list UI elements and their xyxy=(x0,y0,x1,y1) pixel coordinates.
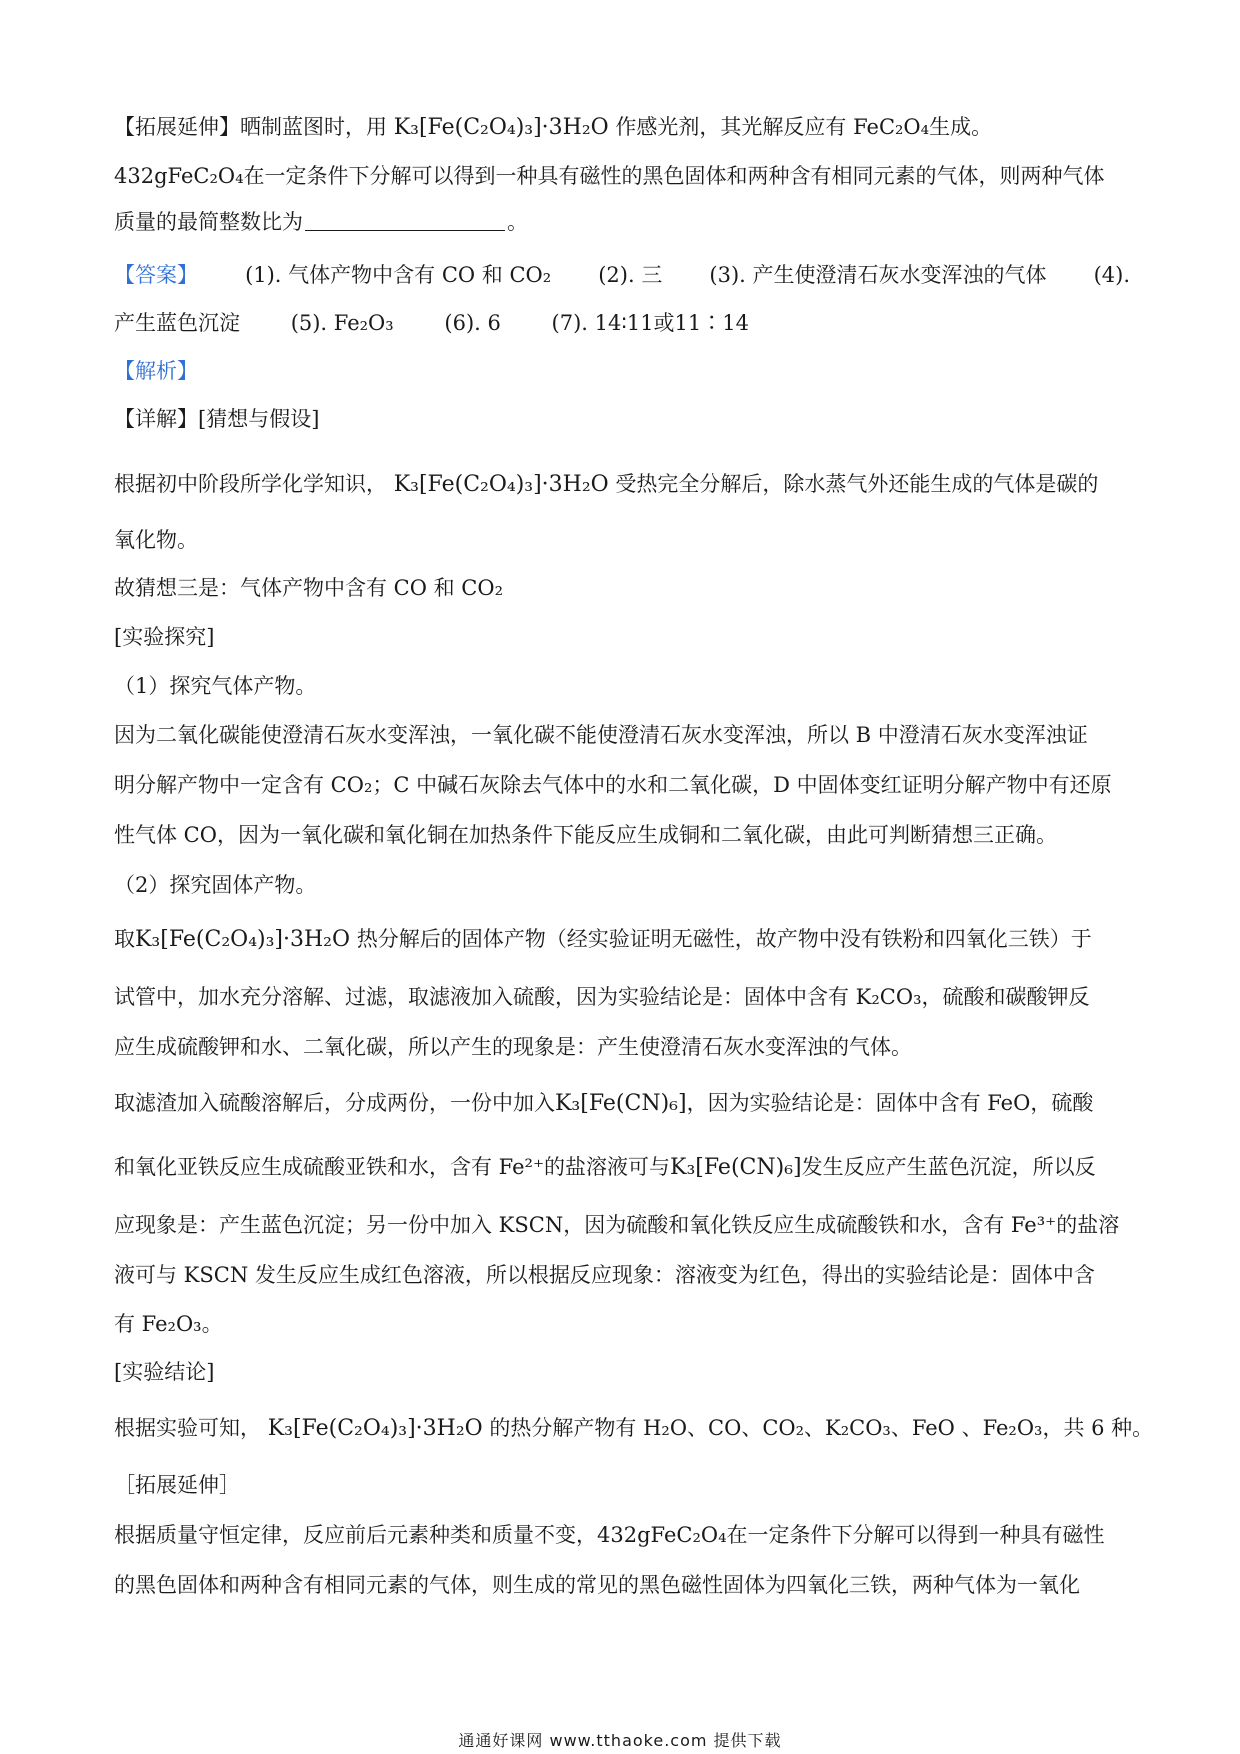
paragraph: 明分解产物中一定含有 CO₂；C 中碱石灰除去气体中的水和二氧化碳，D 中固体变红证明分解产物中有还原 xyxy=(114,773,1112,797)
paragraph: 液可与 KSCN 发生反应生成红色溶液，所以根据反应现象：溶液变为红色，得出的实验结论是：固体中含 xyxy=(114,1263,1095,1287)
footer-watermark: 通通好课网 www.tthaoke.com 提供下载 xyxy=(458,1731,782,1750)
answer-item: (6). 6 xyxy=(444,311,501,335)
paragraph: 氧化物。 xyxy=(114,528,198,552)
paragraph: 根据质量守恒定律，反应前后元素种类和质量不变，432gFeC₂O₄在一定条件下分解可以得到一种具有磁性 xyxy=(114,1523,1105,1547)
paragraph: 试管中，加水充分溶解、过滤，取滤液加入硫酸，因为实验结论是：固体中含有 K₂CO₃，硫酸和碳酸钾反 xyxy=(114,985,1090,1009)
formula: K₃[Fe(C₂O₄)₃]·3H₂O xyxy=(135,927,351,952)
section-heading: [实验探究] xyxy=(114,625,215,649)
answer-item: (3). 产生使澄清石灰水变浑浊的气体 xyxy=(709,263,1047,287)
paragraph: 故猜想三是：气体产物中含有 CO 和 CO₂ xyxy=(114,576,504,600)
section-heading: [猜想与假设] xyxy=(198,407,320,431)
answer-tag: 【答案】 xyxy=(114,263,198,287)
formula: FeC₂O₄ xyxy=(853,115,930,139)
answer-item: 产生蓝色沉淀 xyxy=(114,311,240,335)
paragraph: 质量的最简整数比为 。 xyxy=(114,210,528,234)
paragraph: 【拓展延伸】晒制蓝图时，用 K₃[Fe(C₂O₄)₃]·3H₂O 作感光剂，其光解反应有 FeC₂O₄生成。 xyxy=(114,115,993,140)
paragraph: 取滤渣加入硫酸溶解后，分成两份，一份中加入K₃[Fe(CN)₆]，因为实验结论是：固体中含有 FeO，硫酸 xyxy=(114,1091,1094,1116)
answer-item: (5). Fe₂O₃ xyxy=(290,311,394,335)
paragraph: 有 Fe₂O₃。 xyxy=(114,1312,223,1336)
paragraph: 性气体 CO，因为一氧化碳和氧化铜在加热条件下能反应生成铜和二氧化碳，由此可判断猜想三正确。 xyxy=(114,823,1057,847)
paragraph: 应生成硫酸钾和水、二氧化碳，所以产生的现象是：产生使澄清石灰水变浑浊的气体。 xyxy=(114,1035,912,1059)
paragraph: 应现象是：产生蓝色沉淀；另一份中加入 KSCN，因为硫酸和氧化铁反应生成硫酸铁和水，含有 Fe³⁺的盐溶 xyxy=(114,1213,1120,1237)
answer-item: (4). xyxy=(1093,263,1130,287)
paragraph xyxy=(114,404,1130,434)
answer-item: (2). 三 xyxy=(598,263,663,287)
paragraph: 取K₃[Fe(C₂O₄)₃]·3H₂O 热分解后的固体产物（经实验证明无磁性，故产物中没有铁粉和四氧化三铁）于 xyxy=(114,927,1092,952)
paragraph: 根据实验可知， K₃[Fe(C₂O₄)₃]·3H₂O 的热分解产物有 H₂O、CO、CO₂、K₂CO₃、FeO 、Fe₂O₃，共 6 种。 xyxy=(114,1416,1154,1441)
paragraph: 和氧化亚铁反应生成硫酸亚铁和水，含有 Fe²⁺的盐溶液可与K₃[Fe(CN)₆]发生反应产生蓝色沉淀，所以反 xyxy=(114,1155,1096,1180)
formula: K₃[Fe(CN)₆] xyxy=(555,1091,687,1116)
paragraph: （1）探究气体产物。 xyxy=(114,674,317,698)
answer-item: (1). 气体产物中含有 CO 和 CO₂ xyxy=(245,263,552,287)
detail-tag: 【详解】 xyxy=(114,407,198,431)
answer-blank xyxy=(305,208,505,231)
answer-item: (7). 14∶11或11∶14 xyxy=(551,311,749,335)
analysis-tag: 【解析】 xyxy=(114,359,198,383)
paragraph: 432gFeC₂O₄在一定条件下分解可以得到一种具有磁性的黑色固体和两种含有相同元素的气体，则两种气体 xyxy=(114,164,1105,188)
paragraph: 根据初中阶段所学化学知识， K₃[Fe(C₂O₄)₃]·3H₂O 受热完全分解后，除水蒸气外还能生成的气体是碳的 xyxy=(114,472,1099,497)
formula: K₃[Fe(C₂O₄)₃]·3H₂O xyxy=(393,115,609,140)
paragraph: 因为二氧化碳能使澄清石灰水变浑浊，一氧化碳不能使澄清石灰水变浑浊，所以 B 中澄清石灰水变浑浊证 xyxy=(114,723,1088,747)
answer-row xyxy=(114,308,1130,338)
formula: K₃[Fe(C₂O₄)₃]·3H₂O xyxy=(393,472,609,497)
paragraph: （2）探究固体产物。 xyxy=(114,873,317,897)
section-heading: ［拓展延伸］ xyxy=(114,1473,240,1497)
answer-row xyxy=(114,260,1130,290)
section-tag: 【拓展延伸】 xyxy=(114,115,240,139)
paragraph: 的黑色固体和两种含有相同元素的气体，则生成的常见的黑色磁性固体为四氧化三铁，两种气体为一氧化 xyxy=(114,1573,1080,1597)
formula: K₃[Fe(C₂O₄)₃]·3H₂O xyxy=(267,1416,483,1441)
section-heading: [实验结论] xyxy=(114,1360,215,1384)
formula: K₃[Fe(CN)₆] xyxy=(670,1155,802,1180)
